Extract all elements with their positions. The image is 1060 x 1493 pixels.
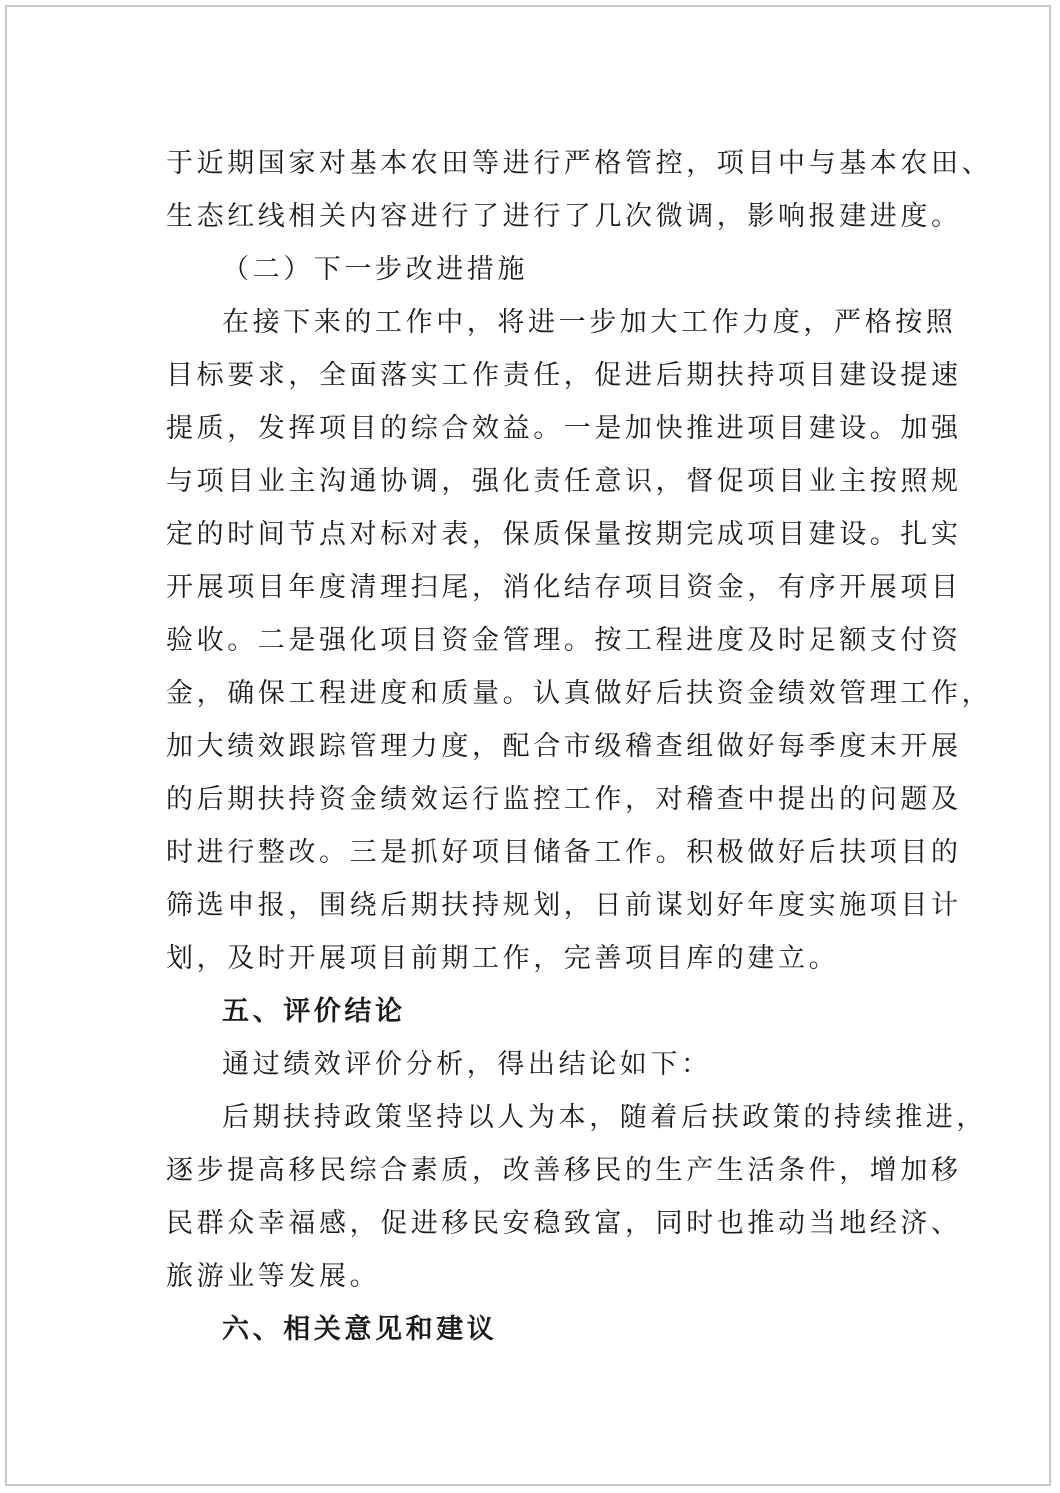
- paragraph-line: 定的时间节点对标对表，保质保量按期完成项目建设。扎实: [166, 519, 962, 550]
- paragraph-line: 金，确保工程进度和质量。认真做好后扶资金绩效管理工作，: [166, 678, 993, 709]
- paragraph-line: 目标要求，全面落实工作责任，促进后期扶持项目建设提速: [166, 360, 962, 391]
- paragraph-line: 提质，发挥项目的综合效益。一是加快推进项目建设。加强: [166, 413, 962, 444]
- paragraph-line: 后期扶持政策坚持以人为本，随着后扶政策的持续推进，: [222, 1102, 987, 1133]
- document-body: [166, 137, 993, 1356]
- paragraph-line: 验收。二是强化项目资金管理。按工程进度及时足额支付资: [166, 625, 962, 656]
- paragraph-line: 旅游业等发展。: [166, 1261, 381, 1292]
- paragraph-line: 与项目业主沟通协调，强化责任意识，督促项目业主按照规: [166, 466, 962, 497]
- paragraph-line: 筛选申报，围绕后期扶持规划，日前谋划好年度实施项目计: [166, 890, 962, 921]
- paragraph-line: 生态红线相关内容进行了进行了几次微调，影响报建进度。: [166, 201, 962, 232]
- paragraph-line: 民群众幸福感，促进移民安稳致富，同时也推动当地经济、: [166, 1208, 962, 1239]
- paragraph-line: 划，及时开展项目前期工作，完善项目库的建立。: [166, 943, 840, 974]
- section-subheading: （二）下一步改进措施: [222, 254, 528, 285]
- paragraph-line: 开展项目年度清理扫尾，消化结存项目资金，有序开展项目: [166, 572, 962, 603]
- paragraph-line: 于近期国家对基本农田等进行严格管控，项目中与基本农田、: [166, 148, 993, 179]
- paragraph-line: 时进行整改。三是抓好项目储备工作。积极做好后扶项目的: [166, 837, 962, 868]
- paragraph-line: 的后期扶持资金绩效运行监控工作，对稽查中提出的问题及: [166, 784, 962, 815]
- section-heading: 五、评价结论: [222, 996, 406, 1027]
- paragraph-line: 通过绩效评价分析，得出结论如下：: [222, 1049, 712, 1080]
- section-heading: 六、相关意见和建议: [222, 1314, 498, 1345]
- paragraph-line: 加大绩效跟踪管理力度，配合市级稽查组做好每季度末开展: [166, 731, 962, 762]
- paragraph-line: 逐步提高移民综合素质，改善移民的生产生活条件，增加移: [166, 1155, 962, 1186]
- paragraph-line: 在接下来的工作中，将进一步加大工作力度，严格按照: [222, 307, 957, 338]
